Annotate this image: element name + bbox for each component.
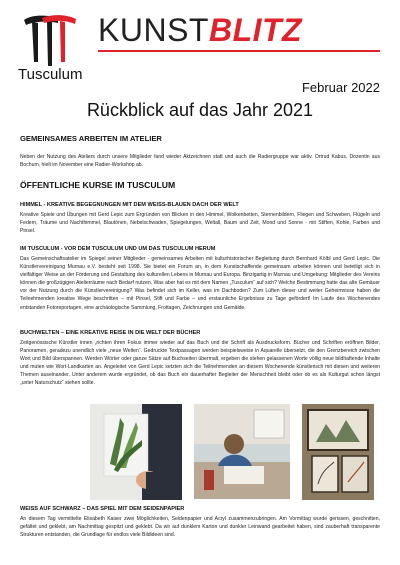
text-tusculum: Das Gemeinschaftsatelier im Spiegel seiner Mitglieder - gemeinsames Arbeiten mit kulturhistorischer Begleitung durch Bernhard Kölbl und Gerd Lepic. Die Künstlervereinigung Murnau e.V. besteht seit 1998. Sie bietet ein Forum an, in dem Kunstschaffende gemeinsam arbeiten können und beteiligt sich in vielfältiger Weise an der Förderung und Gestaltung des kulturellen Lebens in Murnau und Europa. Binzigartig in Murnau und Umgebung: Mitglieder des Vereins können die großzügigen Atelierräume nach Bedarf nutzen. Was aber hat es mit dem Namen „Tusculum“ auf sich? Welche Bestimmung hatte das alte Gemäuer vor der Nutzung durch die Künstlervereinigung? Was befindet sich im Keller, was im Dachboden? Zum Lüften dieser und weiter Geheimnisse haben die Teilnehmenden kreative Wege beschritten – mit Pinsel, Stift und Farbe – und erstaunliche Ergebnisse zu Tage gefördert! Im Laufe des Wochenendes entstanden Fotoreportagen, eine archäologische Sammlung, Frottagen, Zeichnungen und Gemälde. bbox=[20, 256, 380, 311]
text-himmel: Kreative Spiele und Übungen mit Gerd Lepic zum Ergründen von Blicken in den Himmel, Wolkenbetten, Sternenbildern, Fliegen und Schweben, Flügeln und Federn, Träume und Nachthimmel, Blautönen, Nebelschwaden, Spiegelungen, Weltall, Baum und Zeit, Mond und Sonne - mit Stiften, Kohle, Farben und Pinsel. bbox=[20, 212, 380, 235]
heading-schwarz: WEISS AUF SCHWARZ – DAS SPIEL MIT DEM SEIDENPAPIER bbox=[20, 506, 185, 512]
brand-title bbox=[98, 14, 302, 46]
brand-part-blitz: BLITZ bbox=[208, 12, 303, 48]
heading-tusculum: IM TUSCULUM - VOR DEM TUSCULUM UND UM DAS TUSCULUM HERUM bbox=[20, 246, 216, 252]
brand-part-kunst: KUNST bbox=[98, 12, 209, 48]
photo-hand-with-artwork bbox=[90, 404, 182, 500]
heading-kurse: ÖFFENTLICHE KURSE IM TUSCULUM bbox=[20, 180, 176, 190]
page-title: Rückblick auf das Jahr 2021 bbox=[86, 100, 314, 120]
tusculum-logo-icon bbox=[18, 12, 80, 68]
text-atelier: Neben der Nutzung des Ateliers durch unsere Mitglieder fand wieder Aktzeichnen statt und auch die Radiergruppe war aktiv. Ortrud Kabus, Dozentin aus Bochum, hielt im November eine Radier-Workshop ab. bbox=[20, 154, 380, 169]
photo-framed-artworks bbox=[302, 404, 374, 500]
photo-woman-painting bbox=[194, 404, 290, 499]
org-name: Tusculum bbox=[18, 66, 83, 83]
text-schwarz: An diesem Tag vermittelte Elisabeth Kaiser zwei Möglichkeiten, Seidenpapier und Acryl zusammenzubringen. Am Vormittag wurde gerissen, geschnitten, gefältet und geklebt, am Nachmittag gespitzt und geklebt. Da wir auf dunklem Karton und dunkler Leinwand gearbeitet haben, sind zauberhaft transparente Strukturen entstanden, die Grundlage für endlos viele Bildideen sind. bbox=[20, 516, 380, 539]
heading-buchwelten: BUCHWELTEN – EINE KREATIVE REISE IN DIE WELT DER BÜCHER bbox=[20, 330, 201, 336]
heading-atelier: GEMEINSAMES ARBEITEN IM ATELIER bbox=[20, 134, 162, 143]
brand-underline bbox=[98, 50, 380, 52]
heading-himmel: HIMMEL - KREATIVE BEGEGNUNGEN MIT DEM WEISS-BLAUEN DACH DER WELT bbox=[20, 202, 239, 208]
text-buchwelten: Zeitgenössische Künstler innen „richten ihren Fokus immer wieder auf das Buch und die Schrift als Ausdrucksform. Bücher und Schriften eröffnen Bilder, Panoramen, geradezu unendlich viele „neue Welten“. Gedruckte Textpassagen werden beispielsweise in Aquarelle übersetzt, die den Grenzbereich zwischen Wort und Bild überspannen. Werden Wörter oder ganze Sätze auf Buchseiten übermalt, ergeben die stehen gelassenen Worte völlig neue bildhaftende Inhalte und muten wie Wort-Landkarten an. Angeleitet von Gerd Lepic setzten sich die Teilnehmenden an diesem Wochenende künstlerisch mit diesen und weiteren Themen auseinander. Unter anderem wurde ergründet, ob das Buch ein dauerhafter Begleiter der Menschheit bleibt oder ob es als Kulturgut schon längst „unter Naturschutz“ stehen sollte. bbox=[20, 340, 380, 387]
issue-date: Februar 2022 bbox=[301, 80, 380, 95]
